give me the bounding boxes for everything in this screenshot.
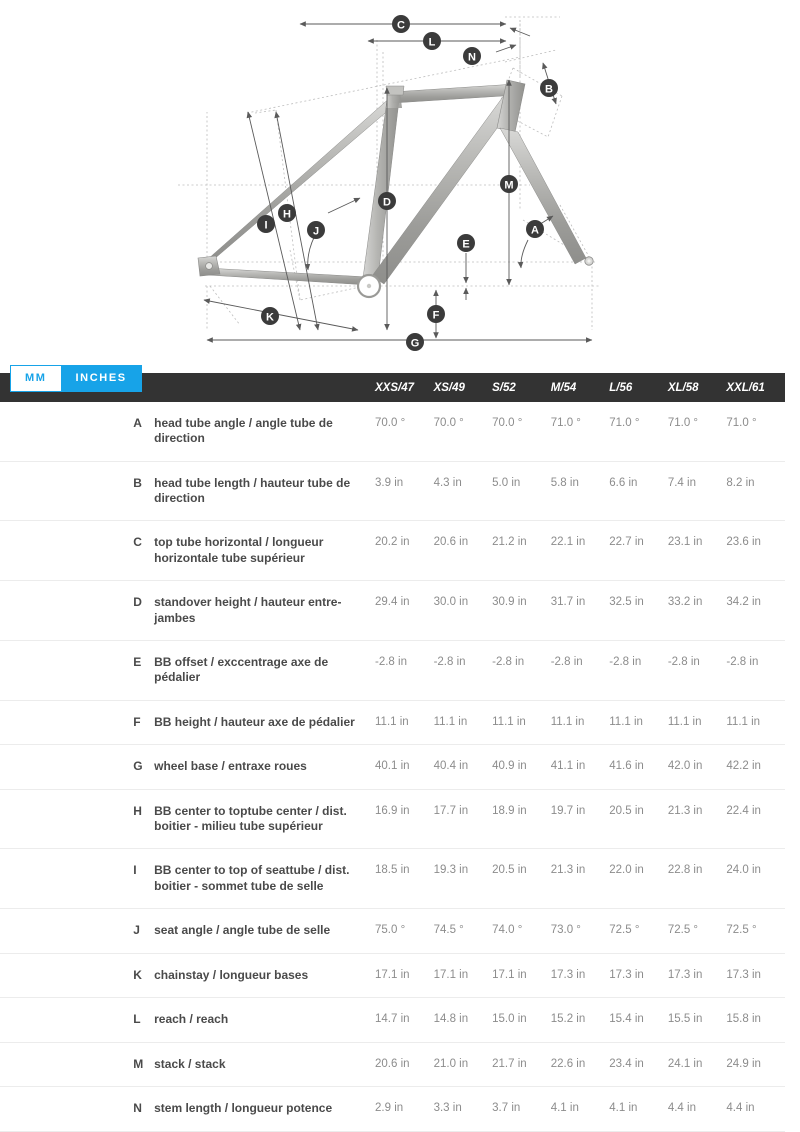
- svg-text:F: F: [432, 309, 440, 322]
- cell-f-l56: 11.1 in: [609, 715, 643, 728]
- callout-J: [307, 221, 325, 239]
- frame-geometry-diagram: [0, 0, 800, 356]
- svg-text:G: G: [410, 337, 420, 350]
- row-description: top tube horizontal / longueur horizontale tube supérieur: [154, 535, 324, 565]
- row-description: stem length / longueur potence: [154, 1101, 333, 1116]
- cell-e-l56: -2.8 in: [609, 655, 642, 668]
- cell-b-xxs47: 3.9 in: [375, 476, 404, 489]
- row-gutter: [0, 461, 123, 521]
- cell-d-xxl61: 34.2 in: [726, 596, 761, 609]
- row-gutter: [0, 789, 123, 849]
- cell-d-l56: 32.5 in: [609, 596, 644, 609]
- cell-j-s52: 74.0 °: [492, 924, 523, 937]
- frame-diagram-svg: [0, 0, 800, 356]
- cell-i-s52: 20.5 in: [492, 864, 527, 877]
- cell-l-xs49: 14.8 in: [433, 1013, 469, 1026]
- row-key-l: L: [133, 1012, 141, 1027]
- cell-e-xl58: -2.8 in: [667, 655, 700, 668]
- row-key-a: A: [133, 416, 142, 430]
- cell-n-xxs47: 2.9 in: [375, 1102, 404, 1115]
- table-row: [0, 789, 785, 849]
- table-row: [0, 1087, 785, 1132]
- cell-k-s52: 17.1 in: [492, 968, 527, 981]
- cell-n-xxl61: 4.4 in: [726, 1102, 755, 1115]
- callout-N: [463, 47, 481, 65]
- unit-toggle-inches[interactable]: INCHES: [62, 365, 142, 392]
- cell-i-l56: 22.0 in: [609, 864, 644, 877]
- cell-h-xxs47: 16.9 in: [375, 804, 410, 817]
- cell-f-xl58: 11.1 in: [667, 715, 702, 728]
- table-row: [0, 521, 785, 581]
- header-size-l56: L/56: [609, 373, 668, 402]
- cell-g-s52: 40.9 in: [492, 760, 527, 773]
- cell-f-s52: 11.1 in: [492, 715, 526, 728]
- row-key-n: N: [133, 1101, 142, 1116]
- table-row: [0, 581, 785, 641]
- table-row: [0, 402, 785, 461]
- cell-n-s52: 3.7 in: [492, 1102, 521, 1115]
- table-row: [0, 745, 785, 790]
- svg-text:J: J: [312, 225, 320, 238]
- svg-text:B: B: [545, 83, 553, 96]
- row-gutter: [0, 745, 123, 790]
- cell-h-s52: 18.9 in: [492, 804, 527, 817]
- cell-k-xl58: 17.3 in: [667, 968, 703, 981]
- cell-j-m54: 73.0 °: [550, 924, 581, 937]
- table-row: [0, 1042, 785, 1087]
- cell-g-xs49: 40.4 in: [433, 760, 469, 773]
- cell-n-m54: 4.1 in: [550, 1102, 579, 1115]
- row-key-f: F: [133, 714, 141, 729]
- callout-M: [500, 175, 518, 193]
- cell-d-xl58: 33.2 in: [667, 596, 703, 609]
- header-size-xs49: XS/49: [434, 373, 493, 402]
- cell-l-xl58: 15.5 in: [667, 1013, 703, 1026]
- cell-d-m54: 31.7 in: [550, 596, 586, 609]
- callout-K: [261, 307, 279, 325]
- cell-j-xxs47: 75.0 °: [375, 924, 406, 937]
- cell-f-xs49: 11.1 in: [433, 715, 468, 728]
- row-gutter: [0, 953, 123, 998]
- cell-e-xxs47: -2.8 in: [375, 655, 407, 668]
- cell-a-xs49: 70.0 °: [433, 417, 464, 429]
- cell-c-xxs47: 20.2 in: [375, 536, 410, 549]
- cell-j-xs49: 74.5 °: [433, 924, 464, 937]
- row-description: head tube angle / angle tube de direction: [154, 416, 333, 446]
- callout-E: [457, 234, 475, 252]
- cell-n-xl58: 4.4 in: [667, 1102, 696, 1115]
- callout-G: [406, 333, 424, 351]
- row-gutter: [0, 700, 123, 745]
- row-description: BB center to top of seattube / dist. boitier - sommet tube de selle: [154, 863, 350, 893]
- cell-g-l56: 41.6 in: [609, 760, 644, 773]
- cell-a-xl58: 71.0 °: [667, 417, 699, 429]
- cell-e-s52: -2.8 in: [492, 655, 525, 668]
- cell-d-s52: 30.9 in: [492, 596, 527, 609]
- row-key-i: I: [133, 863, 137, 878]
- svg-text:I: I: [264, 219, 268, 232]
- header-size-s52: S/52: [492, 373, 551, 402]
- cell-b-l56: 6.6 in: [609, 476, 638, 489]
- svg-text:M: M: [504, 179, 514, 192]
- cell-l-m54: 15.2 in: [550, 1013, 586, 1026]
- callout-F: [427, 305, 445, 323]
- row-description: BB offset / exccentrage axe de pédalier: [154, 654, 329, 685]
- callout-B: [540, 79, 558, 97]
- cell-n-xs49: 3.3 in: [433, 1102, 462, 1115]
- cell-g-m54: 41.1 in: [550, 760, 586, 773]
- row-gutter: [0, 1087, 123, 1132]
- geometry-table-container: [0, 373, 800, 1132]
- cell-f-m54: 11.1 in: [550, 715, 585, 728]
- svg-text:L: L: [428, 36, 436, 49]
- cell-b-xs49: 4.3 in: [433, 476, 462, 489]
- cell-d-xs49: 30.0 in: [433, 596, 469, 609]
- callout-L: [423, 32, 441, 50]
- cell-c-m54: 22.1 in: [550, 536, 586, 549]
- table-body: [0, 402, 785, 1131]
- cell-k-xs49: 17.1 in: [433, 968, 469, 981]
- svg-text:A: A: [531, 224, 539, 237]
- table-row: [0, 953, 785, 998]
- row-description: chainstay / longueur bases: [154, 967, 309, 982]
- cell-m-l56: 23.4 in: [609, 1057, 644, 1070]
- cell-h-m54: 19.7 in: [550, 804, 586, 817]
- row-key-h: H: [133, 803, 142, 818]
- row-description: seat angle / angle tube de selle: [154, 923, 331, 938]
- row-gutter: [0, 640, 123, 700]
- callout-C: [392, 15, 410, 33]
- cell-g-xl58: 42.0 in: [667, 760, 703, 773]
- bike-frame-render: [198, 80, 593, 297]
- cell-a-m54: 71.0 °: [550, 417, 581, 429]
- cell-c-xs49: 20.6 in: [433, 536, 469, 549]
- row-gutter: [0, 402, 123, 461]
- cell-c-xxl61: 23.6 in: [726, 536, 761, 549]
- cell-m-xxl61: 24.9 in: [726, 1057, 761, 1070]
- cell-e-m54: -2.8 in: [550, 655, 583, 668]
- cell-d-xxs47: 29.4 in: [375, 596, 410, 609]
- cell-b-s52: 5.0 in: [492, 476, 521, 489]
- row-description: head tube length / hauteur tube de direction: [154, 475, 351, 506]
- row-description: stack / stack: [154, 1056, 226, 1071]
- row-description: BB center to toptube center / dist. boitier - milieu tube supérieur: [154, 803, 347, 833]
- cell-a-s52: 70.0 °: [492, 417, 523, 429]
- row-gutter: [0, 521, 123, 581]
- table-row: [0, 461, 785, 521]
- callout-H: [278, 204, 296, 222]
- table-row: [0, 909, 785, 954]
- cell-k-l56: 17.3 in: [609, 968, 644, 981]
- row-description: reach / reach: [154, 1012, 229, 1027]
- cell-k-xxl61: 17.3 in: [726, 968, 761, 981]
- cell-k-m54: 17.3 in: [550, 968, 586, 981]
- cell-e-xxl61: -2.8 in: [726, 655, 759, 668]
- cell-k-xxs47: 17.1 in: [375, 968, 410, 981]
- row-description: wheel base / entraxe roues: [154, 759, 307, 774]
- header-size-m54: M/54: [551, 373, 610, 402]
- svg-text:N: N: [468, 51, 476, 64]
- table-row: [0, 998, 785, 1043]
- cell-a-xxl61: 71.0 °: [726, 417, 757, 429]
- cell-i-xl58: 22.8 in: [667, 864, 703, 877]
- cell-f-xxl61: 11.1 in: [726, 715, 761, 728]
- cell-l-xxs47: 14.7 in: [375, 1013, 410, 1026]
- row-gutter: [0, 909, 123, 954]
- table-row: [0, 849, 785, 909]
- table-row: [0, 700, 785, 745]
- cell-l-l56: 15.4 in: [609, 1013, 644, 1026]
- row-gutter: [0, 581, 123, 641]
- row-key-c: C: [133, 535, 142, 550]
- row-gutter: [0, 849, 123, 909]
- row-key-m: M: [133, 1056, 144, 1071]
- cell-i-xxs47: 18.5 in: [375, 864, 410, 877]
- geometry-table: [0, 373, 785, 1132]
- svg-text:C: C: [397, 19, 405, 32]
- cell-j-l56: 72.5 °: [609, 924, 640, 937]
- cell-j-xl58: 72.5 °: [667, 924, 699, 937]
- cell-n-l56: 4.1 in: [609, 1102, 638, 1115]
- cell-b-m54: 5.8 in: [550, 476, 579, 489]
- cell-l-s52: 15.0 in: [492, 1013, 527, 1026]
- cell-h-l56: 20.5 in: [609, 804, 644, 817]
- header-description: [123, 373, 375, 402]
- svg-text:H: H: [283, 208, 291, 221]
- cell-a-l56: 71.0 °: [609, 417, 640, 429]
- row-key-b: B: [133, 475, 142, 490]
- cell-h-xxl61: 22.4 in: [726, 804, 761, 817]
- row-key-d: D: [133, 595, 142, 610]
- unit-toggle-mm[interactable]: MM: [10, 365, 62, 392]
- callout-I: [257, 215, 275, 233]
- svg-text:K: K: [266, 311, 274, 324]
- cell-m-xl58: 24.1 in: [667, 1057, 703, 1070]
- cell-l-xxl61: 15.8 in: [726, 1013, 761, 1026]
- cell-m-m54: 22.6 in: [550, 1057, 586, 1070]
- cell-i-xxl61: 24.0 in: [726, 864, 761, 877]
- row-key-k: K: [133, 967, 142, 982]
- row-description: standover height / hauteur entre-jambes: [154, 595, 342, 625]
- cell-g-xxl61: 42.2 in: [726, 760, 761, 773]
- row-key-j: J: [133, 923, 140, 938]
- cell-m-s52: 21.7 in: [492, 1057, 527, 1070]
- row-key-g: G: [133, 759, 143, 774]
- cell-c-xl58: 23.1 in: [667, 536, 703, 549]
- cell-a-xxs47: 70.0 °: [375, 417, 406, 429]
- row-description: BB height / hauteur axe de pédalier: [154, 714, 355, 729]
- cell-m-xs49: 21.0 in: [433, 1057, 469, 1070]
- row-gutter: [0, 1042, 123, 1087]
- cell-i-xs49: 19.3 in: [433, 864, 469, 877]
- callout-D: [378, 192, 396, 210]
- cell-g-xxs47: 40.1 in: [375, 760, 410, 773]
- header-size-xxs47: XXS/47: [375, 373, 434, 402]
- cell-m-xxs47: 20.6 in: [375, 1057, 410, 1070]
- cell-b-xxl61: 8.2 in: [726, 476, 755, 489]
- row-key-e: E: [133, 654, 142, 669]
- cell-h-xl58: 21.3 in: [667, 804, 703, 817]
- cell-j-xxl61: 72.5 °: [726, 924, 757, 937]
- row-gutter: [0, 998, 123, 1043]
- cell-e-xs49: -2.8 in: [433, 655, 466, 668]
- header-size-xl58: XL/58: [668, 373, 727, 402]
- cell-h-xs49: 17.7 in: [433, 804, 469, 817]
- svg-text:D: D: [383, 196, 391, 209]
- header-size-xxl61: XXL/61: [726, 373, 785, 402]
- cell-c-s52: 21.2 in: [492, 536, 527, 549]
- cell-f-xxs47: 11.1 in: [375, 715, 409, 728]
- table-row: [0, 640, 785, 700]
- unit-toggle-group[interactable]: [10, 365, 142, 392]
- cell-b-xl58: 7.4 in: [667, 476, 696, 489]
- callout-A: [526, 220, 544, 238]
- cell-c-l56: 22.7 in: [609, 536, 644, 549]
- svg-text:E: E: [462, 238, 470, 251]
- cell-i-m54: 21.3 in: [550, 864, 586, 877]
